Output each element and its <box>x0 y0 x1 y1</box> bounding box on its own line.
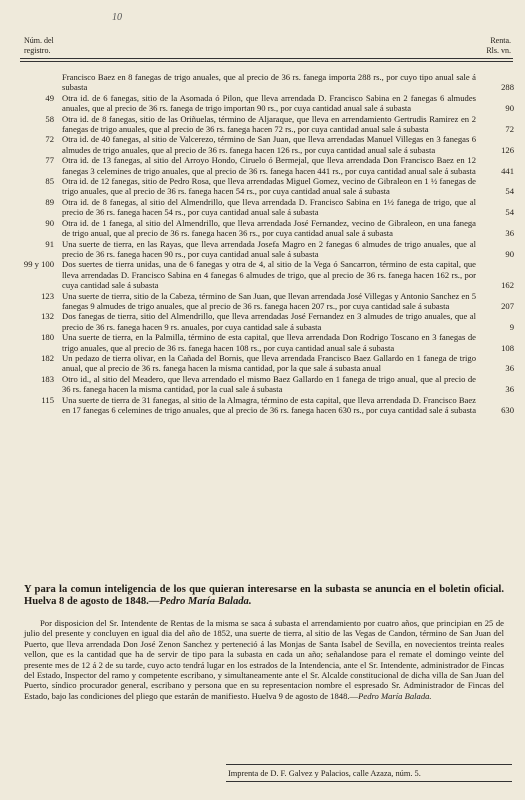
entry-text: Dos fanegas de tierra, sitio del Almendrillo, que lleva arrendadas José Fernandez en 3 almudes de trigo anuales, que al precio de 36 rs. fanega hacen 9 rs. anuales, por cuya cantidad sale á subasta <box>62 311 476 332</box>
imprint-rule-bottom <box>226 781 512 782</box>
registry-number: 58 <box>45 113 54 124</box>
header-rent-line2: Rls. vn. <box>486 46 511 55</box>
registry-number: 182 <box>41 352 54 363</box>
rent-amount: 54 <box>505 186 514 197</box>
public-notice <box>24 584 504 608</box>
list-item <box>14 197 514 218</box>
registry-number: 91 <box>45 238 54 249</box>
list-item <box>14 291 514 312</box>
rent-amount: 207 <box>501 300 514 311</box>
entry-text: Una suerte de tierra, en la Palmilla, término de esta capital, que lleva arrendada Don Rodrigo Toscano en 3 fanegas de trigo anuales, que al precio de 36 rs. fanega hacen 108 rs., por cuya cantidad anual sale á subasta <box>62 332 476 353</box>
rent-amount: 630 <box>501 405 514 415</box>
entry-text: Otra id. de 6 fanegas, sitio de la Asomada ó Pilon, que lleva arrendada D. Francisco Sabina en 2 fanegas 6 almudes anuales, que al precio de 36 rs. fanega de trigo importan 90 rs., por cuya cantidad anual sale á subasta <box>62 92 476 114</box>
header-registry-column <box>24 36 54 56</box>
rent-amount: 36 <box>505 228 514 239</box>
list-item <box>14 239 514 260</box>
rent-amount: 441 <box>501 165 514 176</box>
rent-amount: 108 <box>501 342 514 353</box>
notice-text: Y para la comun inteligencia de los que quieran interesarse en la subasta se anuncia en el boletin oficial. Huelva 8 de agosto de 1848.— <box>24 584 504 607</box>
rent-amount: 126 <box>501 144 514 155</box>
entry-text: Francisco Baez en 8 fanegas de trigo anuales, que al precio de 36 rs. fanega importa 288 rs., por cuyo tipo anual sale á subasta <box>62 72 476 93</box>
auction-paragraph <box>24 618 504 701</box>
list-item <box>14 114 514 135</box>
list-item <box>14 353 514 374</box>
registry-number: 115 <box>41 394 54 405</box>
list-item <box>14 155 514 176</box>
entry-text: Otra id. de 40 fanegas, al sitio de Valcerezo, término de San Juan, que lleva arrendadas Manuel Villegas en 3 fanegas 6 almudes de trigo anuales, que al precio de 36 rs. fanega hacen 126 rs., por cuya cantidad anual sale á subasta <box>62 134 476 155</box>
list-item <box>14 311 514 332</box>
rent-amount: 288 <box>501 82 514 93</box>
registry-number: 183 <box>41 373 54 384</box>
entry-text: Otra id. de 13 fanegas, al sitio del Arroyo Hondo, Ciruelo ó Bermejal, que lleva arrendada Don Francisco Baez en 12 fanegas 3 celemines de trigo anuales, que al precio de 36 rs. fanega hacen 441 rs., por cuya cantidad anual sale á subasta <box>62 155 476 176</box>
header-rule-top <box>20 58 513 59</box>
registry-number: 77 <box>45 155 54 166</box>
registry-number: 90 <box>45 217 54 228</box>
list-item <box>14 218 514 239</box>
entry-text: Otra id. de 8 fanegas, sitio de las Oriñuelas, término de Aljaraque, que lleva en arrendamiento Gertrudis Ramirez en 2 fanegas de trigo anuales, que al precio de 36 rs. fanega hacen 72 rs., por cuya cantidad anual sale á subasta <box>62 113 476 135</box>
list-item <box>14 374 514 395</box>
registry-number: 123 <box>41 290 54 301</box>
registry-number: 132 <box>41 311 54 322</box>
list-item <box>14 93 514 114</box>
entry-text: Una suerte de tierra, en las Rayas, que lleva arrendada Josefa Magro en 2 fanegas 6 almudes de trigo anuales, que al precio de 36 rs. fanega hacen 90 rs., por cuya cantidad anual sale á subasta <box>62 238 476 259</box>
registry-number: 89 <box>45 196 54 207</box>
list-item <box>14 72 514 93</box>
list-item <box>14 176 514 197</box>
rent-amount: 36 <box>505 384 514 395</box>
registry-number: 49 <box>45 92 54 103</box>
header-rule-bottom <box>20 61 513 62</box>
header-rent-column <box>486 36 511 56</box>
entry-text: Dos suertes de tierra unidas, una de 6 fanegas y otra de 4, al sitio de la Vega ó Sancarron, término de esta capital, que lleva arrendadas D. Francisco Sabina en 4 fanegas 6 almudes de trigo, que al precio de 36 rs. fanega hacen 162 rs., por cuya cantidad sale á subasta <box>62 259 476 291</box>
entry-text: Una suerte de tierra de 31 fanegas, al sitio de la Almagra, término de esta capital, que lleva arrendada D. Francisco Baez en 17 fanegas 6 celemines de trigo anuales, que al precio de 36 rs. fanega hacen 630 rs., por cuya cantidad sale á subasta <box>62 394 477 415</box>
imprint-rule-top <box>226 764 512 765</box>
rent-amount: 162 <box>501 280 514 291</box>
registry-number: 180 <box>41 332 54 343</box>
paragraph-signature: Pedro María Balada. <box>358 690 432 701</box>
list-item <box>14 395 514 416</box>
list-item <box>14 259 514 290</box>
header-registry-line1: Núm. del <box>24 36 54 45</box>
rent-amount: 72 <box>505 124 514 135</box>
entry-text: Otro id., al sitio del Meadero, que lleva arrendado el mismo Baez Gallardo en 1 fanega de trigo anual, que al precio de 36 rs. fanega hacen la misma cantidad, por la cual sale á subasta <box>62 373 476 395</box>
list-item <box>14 134 514 155</box>
entry-text: Un pedazo de tierra olivar, en la Cañada del Bornis, que lleva arrendada Francisco Baez Gallardo en 1 fanega de trigo anual, que al precio de 36 rs. fanega hacen la misma cantidad, por la que sale á subasta anual <box>62 352 476 374</box>
lot-list <box>14 72 514 415</box>
rent-amount: 90 <box>505 103 514 114</box>
list-item <box>14 332 514 353</box>
entry-text: Una suerte de tierra, sitio de la Cabeza, término de San Juan, que llevan arrendada José Villegas y Antonio Sanchez en 5 fanegas 9 almudes de trigo anuales, que al precio de 36 rs. fanega hacen 207 rs., por cuya cantidad sale á subasta <box>62 290 476 311</box>
registry-number: 72 <box>45 134 54 145</box>
header-registry-line2: registro. <box>24 46 51 55</box>
printer-imprint: Imprenta de D. F. Galvez y Palacios, calle Azaza, núm. 5. <box>228 769 421 778</box>
entry-text: Otra id. de 12 fanegas, sitio de Pedro Rosa, que lleva arrendadas Miguel Gomez, vecino de Gibraleon en 1 ½ fanegas de trigo anuales, que al precio de 36 rs. fanega hacen 54 rs., por cuya cantidad anual sale á subasta <box>62 176 476 197</box>
rent-amount: 54 <box>505 207 514 218</box>
paragraph-text: Por disposicion del Sr. Intendente de Rentas de la misma se saca á subasta el arrendamiento por cuatro años, que principian en 25 de julio del presente y concluyen en igual dia del año de 1852, una suerte de tierra, al sitio de las Vegas de Candon, término de San Juan del Puerto, que lleva arrendada Don José Zenon Sanchez y perteneció á las Monjas de Santa Isabel de Sevilla, en novecientos treinta reales vellon, que es la cantidad que ha de servir de tipo para la subasta en cada un año; señalandose para el remate el domingo veinte del presente mes de 12 á 2 de su tarde, cuyo acto tendrá lugar en los estrados de la Intendencia, ante el Sr. Intendente, administrador de Fincas del Estado, Inspector del ramo y competente escribano, y simultaneamente ante el Sr. Alcalde constitucional de dicha villa de San Juan del Puerto, síndico procurador general, escribano y persona que en su representacion nombre el espresado Sr. Administrador de Fincas del Estado, bajo las condiciones del pliego que estarán de manifiesto. Huelva 9 de agosto de 1848.— <box>24 618 504 701</box>
notice-signature: Pedro María Balada. <box>159 596 252 607</box>
rent-amount: 90 <box>505 248 514 259</box>
header-rent-line1: Renta. <box>490 36 511 45</box>
rent-amount: 36 <box>505 363 514 374</box>
entry-text: Otra id. de 1 fanega, al sitio del Almendrillo, que lleva arrendada José Fernandez, vecino de Gibraleon, en una fanega de trigo anual, que al precio de 36 rs. fanega hacen 36 rs., por cuya cantidad anual sale á subasta <box>62 217 476 239</box>
page-number: 10 <box>112 12 122 23</box>
registry-number: 85 <box>45 176 54 187</box>
rent-amount: 9 <box>509 321 514 332</box>
registry-number: 99 y 100 <box>23 259 54 270</box>
entry-text: Otra id. de 8 fanegas, al sitio del Almendrillo, que lleva arrendada D. Francisco Sabina en 1½ fanega de trigo, que al precio de 36 rs. fanega hacen 54 rs., por cuya cantidad anual sale á subasta <box>62 196 476 218</box>
